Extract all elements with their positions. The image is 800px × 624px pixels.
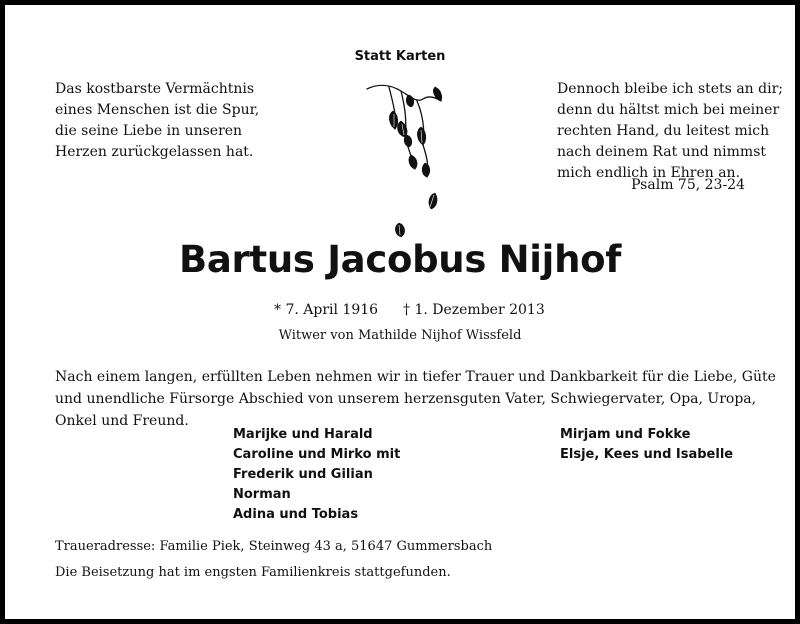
family-member: Norman xyxy=(233,487,291,502)
family-member: Frederik und Gilian xyxy=(233,467,373,482)
family-member: Marijke und Harald xyxy=(233,427,373,442)
widower-note: Witwer von Mathilde Nijhof Wissfeld xyxy=(278,328,522,343)
quote-right-line: Dennoch bleibe ich stets an dir; xyxy=(557,81,783,97)
header-statt-karten: Statt Karten xyxy=(354,49,446,64)
family-member: Mirjam und Fokke xyxy=(560,427,691,442)
family-list-left xyxy=(233,425,493,525)
family-list-right xyxy=(560,425,780,465)
psalm-reference: Psalm 75, 23-24 xyxy=(631,177,745,193)
quote-left xyxy=(55,79,355,163)
deceased-name: Bartus Jacobus Nijhof xyxy=(178,238,622,281)
funeral-note: Die Beisetzung hat im engsten Familienkreis stattgefunden. xyxy=(55,565,451,580)
quote-left-line: die seine Liebe in unseren xyxy=(55,123,243,139)
quote-left-line: eines Menschen ist die Spur, xyxy=(55,102,260,118)
family-member: Adina und Tobias xyxy=(233,507,359,522)
quote-right-line: mich endlich in Ehren an. xyxy=(557,165,741,181)
mourning-address: Traueradresse: Familie Piek, Steinweg 43 a, 51647 Gummersbach xyxy=(55,539,493,554)
quote-right-line: denn du hältst mich bei meiner xyxy=(557,102,780,118)
quote-left-line: Herzen zurückgelassen hat. xyxy=(55,144,254,160)
quote-right xyxy=(557,79,797,184)
quote-right-line: rechten Hand, du leitest mich xyxy=(557,123,770,139)
family-member: Elsje, Kees und Isabelle xyxy=(560,447,734,462)
family-member: Caroline und Mirko mit xyxy=(233,447,401,462)
falling-leaves-icon xyxy=(365,77,445,245)
quote-left-line: Das kostbarste Vermächtnis xyxy=(55,81,255,97)
birth-date: * 7. April 1916 xyxy=(274,302,379,318)
quote-right-line: nach deinem Rat und nimmst xyxy=(557,144,767,160)
mourning-message: Nach einem langen, erfüllten Leben nehmen wir in tiefer Trauer und Dankbarkeit für die Liebe, Güte und unendliche Fürsorge Abschied von unserem herzensguten Vater, Schwiegervater, Opa, Uropa, Onkel und Freund. xyxy=(55,369,776,429)
death-date: † 1. Dezember 2013 xyxy=(403,302,545,318)
